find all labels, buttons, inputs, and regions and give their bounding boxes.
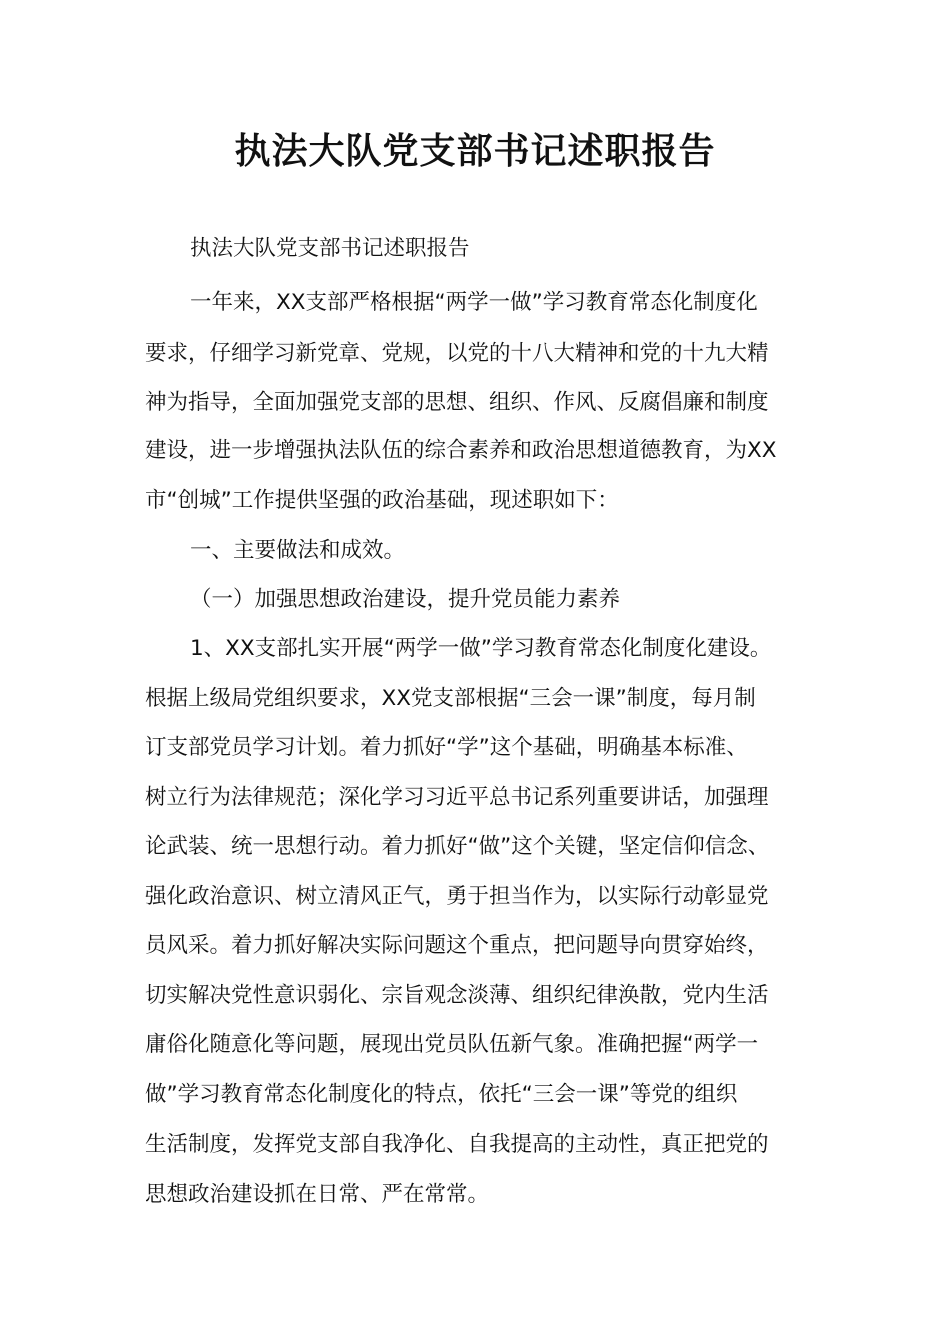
paragraph-line: 做”学习教育常态化制度化的特点，依托“三会一课”等党的组织 (145, 1082, 738, 1107)
paragraph-line: 生活制度，发挥党支部自我净化、自我提高的主动性，真正把党的 (145, 1132, 769, 1157)
paragraph-line: 市“创城”工作提供坚强的政治基础，现述职如下： (145, 488, 619, 513)
section-heading: 一、主要做法和成效。 (190, 538, 406, 563)
paragraph-line: 切实解决党性意识弱化、宗旨观念淡薄、组织纪律涣散，党内生活 (145, 983, 769, 1008)
paragraph-line: 建设，进一步增强执法队伍的综合素养和政治思想道德教育，为XX (145, 438, 777, 463)
subsection-heading: （一）加强思想政治建设，提升党员能力素养 (190, 587, 621, 612)
paragraph-line: 要求，仔细学习新党章、党规，以党的十八大精神和党的十九大精 (145, 341, 769, 366)
paragraph-line: 庸俗化随意化等问题，展现出党员队伍新气象。准确把握“两学一 (145, 1032, 759, 1057)
paragraph-line: 思想政治建设抓在日常、严在常常。 (145, 1182, 490, 1207)
paragraph-line: 订支部党员学习计划。着力抓好“学”这个基础，明确基本标准、 (145, 735, 748, 760)
document-title: 执法大队党支部书记述职报告 (234, 131, 716, 172)
paragraph-line: 强化政治意识、树立清风正气，勇于担当作为，以实际行动彰显党 (145, 884, 769, 909)
paragraph-line: 一年来，XX支部严格根据“两学一做”学习教育常态化制度化 (190, 290, 758, 315)
paragraph-line: 树立行为法律规范；深化学习习近平总书记系列重要讲话，加强理 (145, 785, 769, 810)
paragraph-line: 1、XX支部扎实开展“两学一做”学习教育常态化制度化建设。 (190, 636, 772, 661)
paragraph-line: 论武装、统一思想行动。着力抓好“做”这个关键，坚定信仰信念、 (145, 834, 770, 859)
subtitle-line: 执法大队党支部书记述职报告 (190, 236, 470, 261)
paragraph-line: 员风采。着力抓好解决实际问题这个重点，把问题导向贯穿始终， (145, 933, 769, 958)
paragraph-line: 根据上级局党组织要求，XX党支部根据“三会一课”制度，每月制 (145, 686, 756, 711)
paragraph-line: 神为指导，全面加强党支部的思想、组织、作风、反腐倡廉和制度 (145, 390, 769, 415)
